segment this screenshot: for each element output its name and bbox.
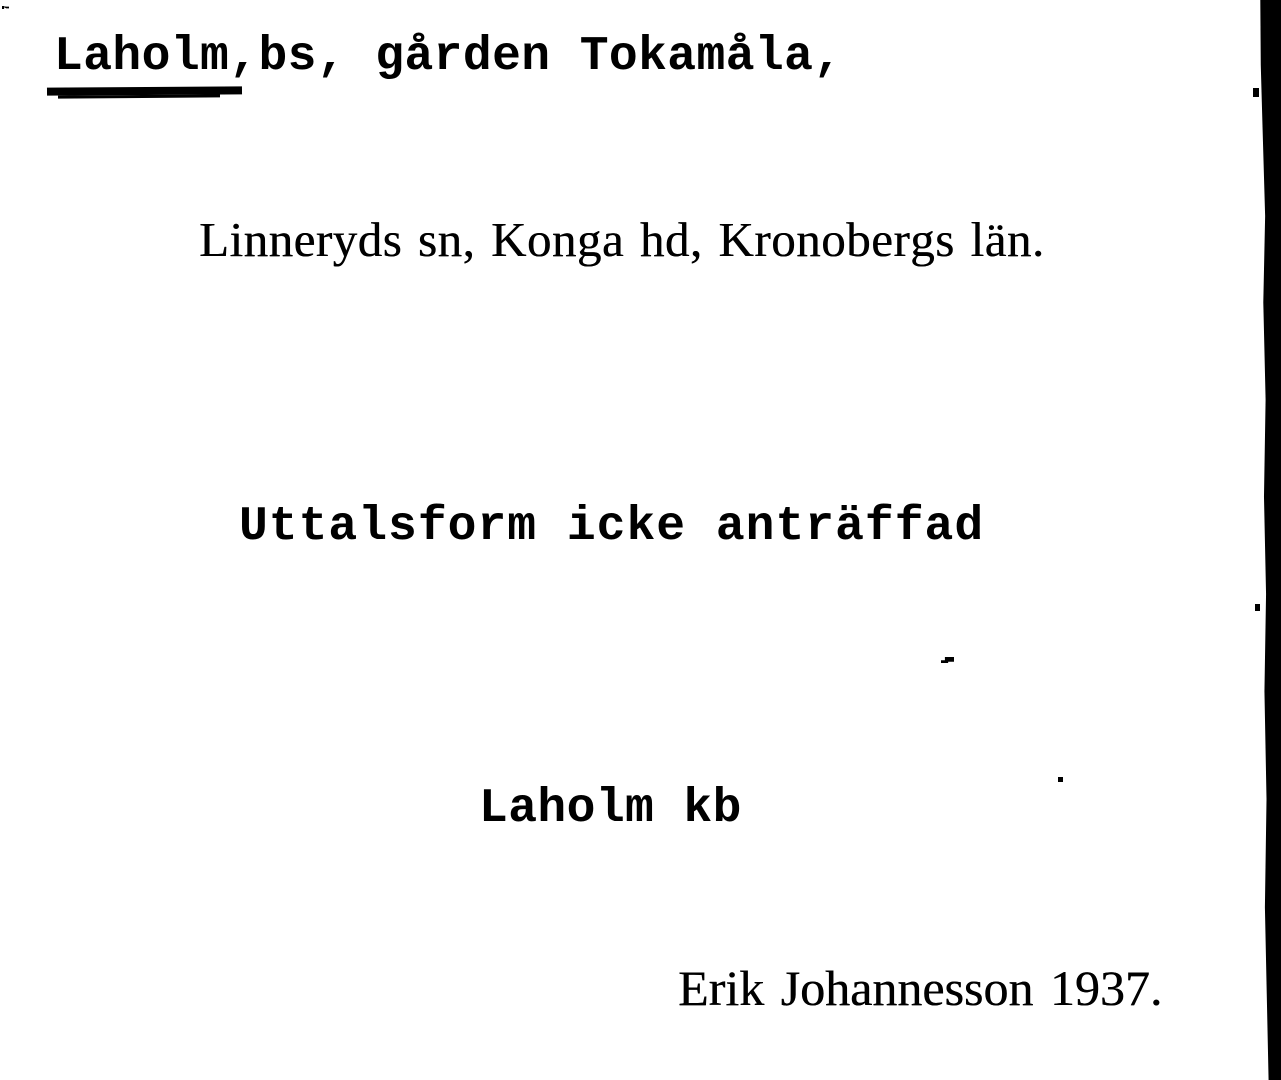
stray-dash-mark	[941, 657, 954, 663]
headword-suffix: ,bs, gården Tokamåla,	[229, 30, 843, 84]
scan-edge-speck-2	[1255, 604, 1260, 611]
scan-edge-speck-1	[1253, 88, 1259, 97]
headword-line	[54, 30, 843, 84]
stray-dot-mark	[1058, 777, 1063, 782]
location-line: Linneryds sn, Konga hd, Kronobergs län.	[199, 212, 1045, 267]
signature-line: Erik Johannesson 1937.	[678, 960, 1163, 1016]
reference-line: Laholm kb	[479, 782, 742, 836]
pronunciation-note-line: Uttalsform icke anträffad	[239, 500, 985, 554]
headword-underline-echo	[58, 94, 220, 98]
headword: Laholm	[54, 30, 230, 84]
scan-edge-strip	[1258, 0, 1281, 1080]
scan-speck-top-left	[2, 6, 9, 9]
